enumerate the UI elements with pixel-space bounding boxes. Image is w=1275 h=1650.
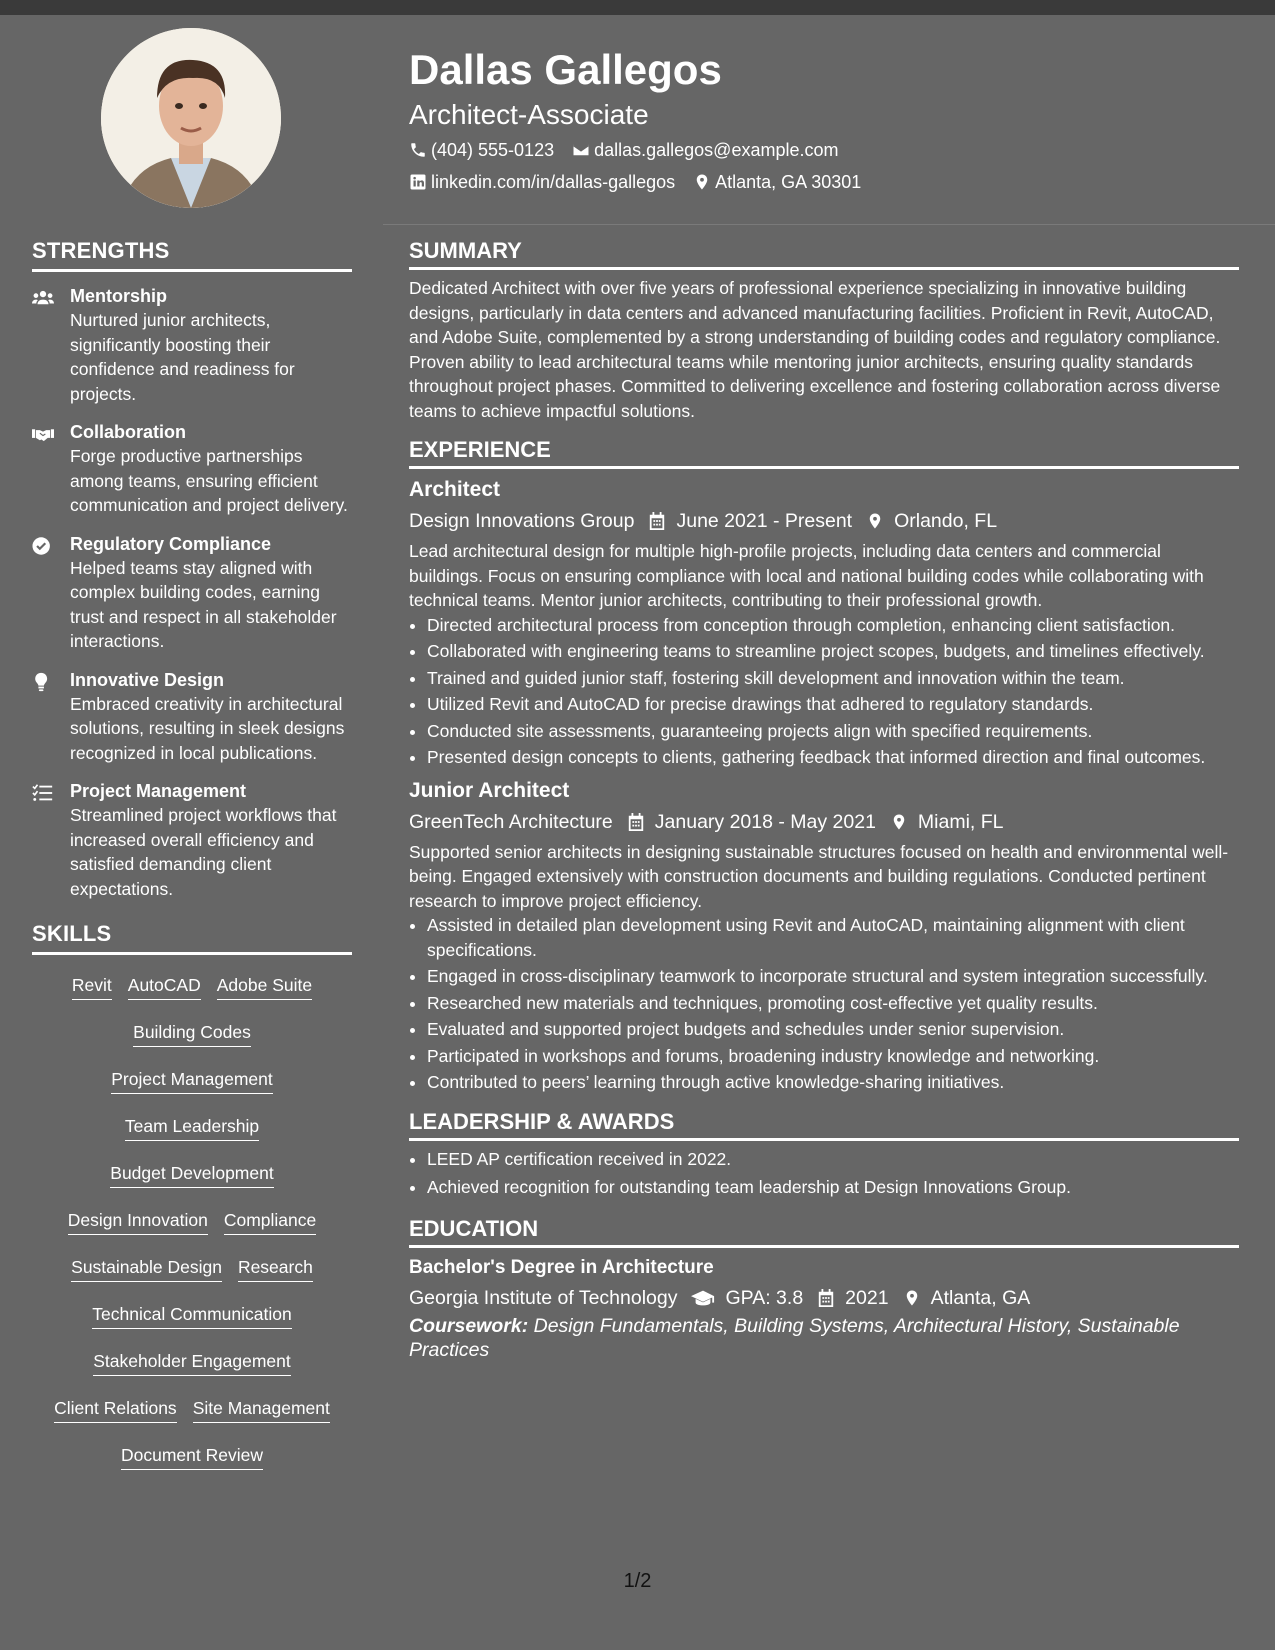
avatar-photo: [101, 28, 281, 208]
bullet-item: • Researched new materials and techniques, promoting cost-effective yet quality results.: [427, 991, 1239, 1016]
job-entry: [409, 475, 1239, 770]
strength-desc: Streamlined project workflows that increased overall efficiency and satisfied demanding client expectations.: [70, 805, 337, 899]
linkedin-text: linkedin.com/in/dallas-gallegos: [431, 172, 676, 192]
phone[interactable]: [409, 134, 554, 166]
job-dates-text: January 2018 - May 2021: [654, 810, 876, 833]
job-dates: [627, 806, 876, 838]
awards-heading: LEADERSHIP & AWARDS: [409, 1109, 1239, 1141]
year-text: 2021: [845, 1286, 889, 1309]
calendar-icon: [648, 511, 666, 531]
bullet-item: • Presented design concepts to clients, gathering feedback that informed direction and final outcomes.: [427, 745, 1239, 770]
skill-tag: Technical Communication: [92, 1302, 291, 1329]
bullet-item: • Evaluated and supported project budgets and schedules under senior supervision.: [427, 1017, 1239, 1042]
top-bar: [0, 0, 1275, 15]
contact-row-2: [409, 166, 1229, 198]
graduation-cap-icon: [691, 1288, 715, 1308]
strength-desc: Embraced creativity in architectural solutions, resulting in sleek designs recognized in local publications.: [70, 693, 345, 763]
strength-desc: Nurtured junior architects, significantly boosting their confidence and readiness for projects.: [70, 310, 295, 404]
strengths-heading: STRENGTHS: [32, 238, 352, 272]
skill-row: [32, 1065, 352, 1112]
skill-row: [32, 971, 352, 1018]
strength-title: Mentorship: [70, 286, 167, 306]
job-company: Design Innovations Group: [409, 510, 635, 532]
strength-item: [32, 532, 352, 654]
linkedin[interactable]: [409, 166, 675, 198]
degree-title: Bachelor's Degree in Architecture: [409, 1256, 714, 1278]
job-location: [890, 806, 1004, 838]
skills-section: [32, 921, 352, 1488]
calendar-icon: [627, 812, 645, 832]
skill-tag: Research: [238, 1255, 313, 1282]
skill-tag: Budget Development: [110, 1161, 273, 1188]
job-dates: [648, 505, 852, 537]
job-bullets: [409, 913, 1239, 1095]
bullet-item: • Collaborated with engineering teams to streamline project scopes, budgets, and timelines effectively.: [427, 639, 1239, 664]
gpa-text: GPA: 3.8: [725, 1286, 804, 1309]
email[interactable]: [572, 134, 838, 166]
skill-tag: Client Relations: [54, 1396, 177, 1423]
summary-text: Dedicated Architect with over five years of professional experience specializing in innovative building designs, particularly in data centers and advanced manufacturing facilities. Proficient in Revit, AutoCAD, and Adobe Suite, complemented by a strong understanding of building codes and regulatory compliance. Proven ability to lead architectural teams while mentoring junior architects, ensuring quality standards throughout project phases. Committed to delivering excellence and fostering collaboration across diverse teams to achieve impactful solutions.: [409, 278, 1221, 421]
skill-tag: Sustainable Design: [71, 1255, 222, 1282]
bullet-item: • Engaged in cross-disciplinary teamwork to incorporate structural and system integration successfully.: [427, 964, 1239, 989]
skill-tag: Document Review: [121, 1443, 263, 1470]
bullet-item: • Conducted site assessments, guaranteeing projects align with specified requirements.: [427, 719, 1239, 744]
skill-tag: Design Innovation: [68, 1208, 208, 1235]
header: [409, 42, 1229, 198]
tasks-icon: [32, 783, 54, 803]
education-location-text: Atlanta, GA: [930, 1286, 1031, 1309]
users-icon: [32, 288, 54, 308]
skill-tag: Site Management: [193, 1396, 330, 1423]
phone-text: (404) 555-0123: [431, 140, 555, 160]
candidate-role: Architect-Associate: [409, 99, 649, 130]
bullet-item: • Assisted in detailed plan development using Revit and AutoCAD, maintaining alignment with client specifications.: [427, 913, 1239, 962]
job-location-text: Orlando, FL: [894, 510, 998, 532]
strength-item: [32, 779, 352, 901]
skill-row: [32, 1347, 352, 1394]
job-entry: [409, 776, 1239, 1095]
location: [693, 166, 861, 198]
strength-desc: Helped teams stay aligned with complex building codes, earning trust and respect in all stakeholder interactions.: [70, 557, 337, 651]
skill-row: [32, 1253, 352, 1300]
skill-row: [32, 1300, 352, 1347]
profile-photo: [101, 28, 281, 208]
skill-tag: Building Codes: [133, 1020, 251, 1047]
skills-heading: SKILLS: [32, 921, 352, 955]
map-pin-icon: [866, 511, 884, 531]
main-content: [409, 238, 1239, 1363]
skill-tag: Project Management: [111, 1067, 272, 1094]
skill-row: [32, 1441, 352, 1488]
job-company: GreenTech Architecture: [409, 810, 613, 833]
coursework: [409, 1314, 1239, 1363]
job-location: [866, 505, 997, 537]
bullet-item: • Directed architectural process from conception through completion, enhancing client satisfaction.: [427, 613, 1239, 638]
strength-title: Project Management: [70, 781, 247, 801]
award-item: • Achieved recognition for outstanding team leadership at Design Innovations Group.: [427, 1175, 1239, 1200]
header-divider: [383, 224, 1275, 225]
award-item: • LEED AP certification received in 2022.: [427, 1147, 1239, 1172]
education-heading: EDUCATION: [409, 1216, 1239, 1248]
job-title: Architect: [409, 478, 501, 501]
awards-list: [409, 1147, 1239, 1200]
map-pin-icon: [903, 1288, 921, 1308]
strength-desc: Forge productive partnerships among teams, ensuring efficient communication and project delivery.: [70, 446, 348, 515]
skill-tag: Revit: [72, 973, 112, 1000]
coursework-text: Design Fundamentals, Building Systems, Architectural History, Sustainable Practices: [409, 1314, 1180, 1361]
email-text: dallas.gallegos@example.com: [594, 140, 839, 160]
job-title: Junior Architect: [409, 778, 570, 802]
contact-row-1: [409, 134, 1229, 166]
strength-item: [32, 668, 352, 766]
strength-title: Regulatory Compliance: [70, 533, 272, 554]
experience-heading: EXPERIENCE: [409, 437, 1239, 469]
skill-tag: Compliance: [224, 1208, 316, 1235]
skill-row: [32, 1018, 352, 1065]
bullet-item: • Contributed to peers’ learning through active knowledge-sharing initiatives.: [427, 1070, 1239, 1095]
skill-row: [32, 1206, 352, 1253]
job-meta: [409, 806, 1239, 838]
job-description: Supported senior architects in designing sustainable structures focused on health and environmental well-being. Engaged extensively with construction documents and building regulations. Conducted pertinent research to improve project efficiency.: [409, 841, 1229, 911]
candidate-name: Dallas Gallegos: [409, 46, 722, 93]
summary-heading: SUMMARY: [409, 238, 1239, 270]
graduation-year: [817, 1282, 888, 1314]
lightbulb-icon: [32, 672, 54, 692]
bullet-item: • Utilized Revit and AutoCAD for precise drawings that adhered to regulatory standards.: [427, 692, 1239, 717]
gpa: [691, 1282, 803, 1314]
coursework-label: Coursework:: [409, 1314, 529, 1337]
strength-title: Innovative Design: [70, 669, 225, 690]
job-meta: [409, 505, 1239, 537]
job-location-text: Miami, FL: [917, 810, 1004, 833]
phone-icon: [409, 141, 427, 159]
skill-row: [32, 1112, 352, 1159]
skill-tag: Stakeholder Engagement: [93, 1349, 291, 1376]
job-bullets: [409, 613, 1239, 770]
skill-row: [32, 1159, 352, 1206]
job-dates-text: June 2021 - Present: [676, 510, 853, 532]
job-description: Lead architectural design for multiple high-profile projects, including data centers and commercial buildings. Focus on ensuring compliance with local and national building codes while collaborating with technical teams. Mentor junior architects, contributing to their professional growth.: [409, 541, 1204, 610]
skill-tag: AutoCAD: [128, 973, 201, 1000]
skill-tag: Adobe Suite: [217, 973, 312, 1000]
check-circle-icon: [32, 536, 54, 556]
calendar-icon: [817, 1288, 835, 1308]
education-location: [903, 1282, 1031, 1314]
school-name: Georgia Institute of Technology: [409, 1286, 678, 1309]
skill-row: [32, 1394, 352, 1441]
sidebar: [32, 238, 352, 1488]
strength-item: [32, 420, 352, 518]
education-meta: [409, 1282, 1239, 1314]
handshake-icon: [32, 424, 54, 444]
bullet-item: • Participated in workshops and forums, broadening industry knowledge and networking.: [427, 1044, 1239, 1069]
linkedin-icon: [409, 173, 427, 191]
bullet-item: • Trained and guided junior staff, fostering skill development and innovation within the team.: [427, 666, 1239, 691]
envelope-icon: [572, 141, 590, 159]
map-pin-icon: [890, 812, 908, 832]
map-pin-icon: [693, 173, 711, 191]
location-text: Atlanta, GA 30301: [715, 172, 862, 192]
strength-item: [32, 284, 352, 406]
skill-tag: Team Leadership: [125, 1114, 259, 1141]
page-number: 1/2: [623, 1570, 652, 1592]
strength-title: Collaboration: [70, 422, 186, 442]
